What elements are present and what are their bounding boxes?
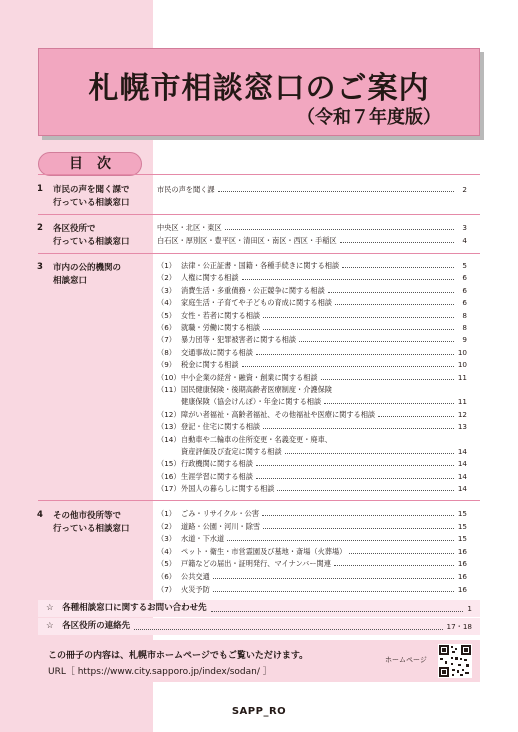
toc-entry-text: 生涯学習に関する相談 [181,471,253,481]
toc-entry-page: 8 [462,323,467,332]
toc-entry-page: 16 [457,546,467,556]
section-divider [38,253,480,254]
toc-entry-text: ペット・衛生・市営霊園及び墓地・斎場（火葬場） [181,546,347,556]
toc-entry[interactable] [157,446,467,458]
toc-entry-text: 暴力団等・犯罪被害者に関する相談 [181,335,297,345]
page-title: 札幌市相談窓口のご案内 [88,71,430,106]
toc-entry-page: 15 [457,509,467,518]
toc-entry-text: ごみ・リサイクル・公害 [181,509,260,518]
toc-entry-text: 障がい者福祉・高齢者福祉、その他福祉や医療に関する相談 [181,409,376,419]
toc-entry-text: 戸籍などの届出・証明発行、マイナンバー関連 [181,559,331,569]
leader-dots [227,533,454,541]
toc-entry-page: 5 [462,261,467,270]
toc-entry[interactable] [157,222,467,234]
toc-entry-page: 12 [457,409,467,419]
toc-entry-page: 14 [457,484,467,494]
toc-entry-text: 火災予防 [181,584,210,594]
section-title: 市内の公的機関の 相談窓口 [53,263,122,286]
toc-entry-page: 14 [457,471,467,481]
toc-entry[interactable] [157,322,467,334]
toc-entry-text: 消費生活・多重債務・公正競争に関する相談 [181,285,325,295]
toc-footer-text: ☆ 各種相談窓口に関するお問い合わせ先 [46,603,207,613]
toc-entry-number: （16） [157,471,181,481]
toc-entry-page: 6 [462,285,467,295]
leader-dots [225,222,454,230]
toc-entry[interactable] [157,533,467,545]
leader-dots [299,334,454,342]
toc-rule [38,174,480,175]
toc-entry-number: （15） [157,459,181,469]
toc-entry[interactable] [157,372,467,384]
toc-entry-text: 人権に関する相談 [181,273,239,283]
toc-entry-page: 6 [462,273,467,283]
toc-entry-number [157,446,181,458]
leader-dots [342,260,454,268]
toc-entry-page: 14 [457,459,467,469]
leader-dots [285,446,454,454]
toc-entry-number: （5） [157,310,176,320]
leader-dots [340,235,454,243]
toc-entry-number: （8） [157,347,176,357]
toc-footer-text: ☆ 各区役所の連絡先 [46,621,131,631]
toc-entry-number: （6） [157,572,176,581]
leader-dots [263,421,454,429]
toc-entry[interactable] [157,558,467,570]
leader-dots [213,584,454,592]
toc-entry-page: 11 [457,372,467,382]
section-number: 4 [37,510,43,520]
website-info-box [38,640,480,682]
section-divider [38,500,480,501]
toc-entry-text: 道路・公園・河川・除雪 [181,521,261,531]
toc-entry[interactable] [157,584,467,596]
title-box [38,48,480,136]
toc-entry[interactable] [157,184,467,196]
toc-entry-page: 3 [462,223,467,232]
toc-entry[interactable] [157,359,467,371]
toc-entry-page: 11 [457,397,467,407]
toc-entry[interactable] [157,546,467,558]
toc-entry-number: （3） [157,534,176,544]
toc-entry-text: 自動車や二輪車の住所変更・名義変更・廃車、 [181,434,332,444]
toc-entry[interactable] [157,384,467,396]
toc-entry-page: 6 [462,298,467,308]
toc-entry-page: 8 [462,310,467,320]
toc-entry[interactable] [157,334,467,346]
toc-footer-page: 1 [467,604,472,613]
toc-entry-number: （7） [157,584,176,594]
toc-entry-text: 行政機関に関する相談 [181,459,253,469]
toc-entry-text: 公共交通 [181,572,210,581]
toc-footer-row[interactable] [38,618,480,635]
toc-entry-text: 中小企業の経営・融資・創業に関する相談 [181,372,318,382]
toc-entry-number [157,396,181,408]
leader-dots [256,458,454,466]
leader-dots [263,521,454,529]
toc-entry[interactable] [157,396,467,408]
toc-entry[interactable] [157,235,467,247]
toc-entry-number: （4） [157,546,176,556]
website-notice: この冊子の内容は、札幌市ホームページでもご覧いただけます。 [48,651,309,661]
toc-entry-page: 15 [457,534,467,544]
toc-entry-number: （14） [157,434,181,444]
leader-dots [328,285,454,293]
toc-footer-row[interactable] [38,600,480,617]
leader-dots [334,558,454,566]
toc-entry-text: 税金に関する相談 [181,360,239,370]
page-subtitle: （令和７年度版） [297,107,441,128]
toc-entry-text: 白石区・厚別区・豊平区・清田区・南区・西区・手稲区 [157,236,337,245]
section-divider [38,214,480,215]
leader-dots [134,618,442,630]
toc-entry-page: 13 [457,422,467,432]
toc-entry-text: 市民の声を聞く課 [157,185,215,194]
toc-entry-page: 9 [462,335,467,345]
toc-entry-number: （6） [157,323,176,332]
toc-entry-number: （3） [157,285,176,295]
leader-dots [256,471,454,479]
toc-entry-number: （1） [157,509,176,518]
leader-dots [256,347,454,355]
sapporo-logo: SAPP_RO [231,706,287,717]
toc-entry-number: （17） [157,484,181,494]
toc-entry-text: 外国人の暮らしに関する相談 [181,484,275,494]
toc-entry-page: 10 [457,347,467,357]
toc-entry-number: （12） [157,409,181,419]
section-number: 3 [37,262,43,272]
toc-entry-number: （2） [157,521,176,531]
toc-entry[interactable] [157,272,467,284]
section-title: 各区役所で 行っている相談窓口 [53,224,130,247]
homepage-label: ホームページ [385,656,427,664]
toc-entry-number: （1） [157,261,176,270]
toc-label: 目次 [38,152,142,176]
section-number: 2 [37,223,43,233]
section-title: 市民の声を聞く課で 行っている相談窓口 [53,185,130,208]
toc-entry-number: （7） [157,335,176,345]
toc-entry-number: （10） [157,372,181,382]
toc-entry[interactable] [157,571,467,583]
toc-entry-text: 女性・若者に関する相談 [181,310,261,320]
toc-entry-page: 4 [462,236,467,245]
toc-entry-text: 就職・労働に関する相談 [181,323,261,332]
toc-entry[interactable] [157,471,467,483]
toc-footer-page: 17・18 [446,622,472,631]
toc-entry-text: 法律・公正証書・国籍・各種手続きに関する相談 [181,261,340,270]
toc-entry-page: 2 [462,185,467,194]
toc-entry[interactable] [157,347,467,359]
toc-entry-text: 交通事故に関する相談 [181,347,253,357]
toc-entry[interactable] [157,458,467,470]
leader-dots [242,359,454,367]
toc-entry[interactable] [157,434,467,446]
toc-entry[interactable] [157,483,467,495]
toc-entry-number: （9） [157,360,176,370]
toc-entry-number: （5） [157,559,176,569]
toc-entry-text: 健康保険（協会けんぽ）・年金に関する相談 [181,397,322,407]
toc-entry-page: 16 [457,559,467,569]
toc-entry[interactable] [157,285,467,297]
section-title: その他市役所等で 行っている相談窓口 [53,511,130,534]
leader-dots [211,600,464,612]
toc-entry-text: 中央区・北区・東区 [157,223,222,232]
toc-entry-number: （11） [157,385,181,394]
toc-entry[interactable] [157,260,467,272]
leader-dots [335,297,454,305]
leader-dots [349,546,454,554]
leader-dots [242,272,454,280]
toc-entry-text: 資産評価及び査定に関する相談 [181,447,282,456]
leader-dots [213,571,454,579]
leader-dots [277,483,454,491]
toc-entry[interactable] [157,521,467,533]
toc-entry[interactable] [157,297,467,309]
toc-entry[interactable] [157,310,467,322]
toc-entry-text: 登記・住宅に関する相談 [181,422,261,432]
leader-dots [378,409,454,417]
toc-entry-text: 家庭生活・子育てや子どもの育成に関する相談 [181,298,332,308]
toc-entry[interactable] [157,421,467,433]
leader-dots [321,372,454,380]
toc-entry-page: 16 [457,584,467,594]
toc-entry-page: 14 [457,447,467,456]
qr-code-icon[interactable] [438,644,472,678]
toc-entry[interactable] [157,508,467,520]
toc-entry-text: 水道・下水道 [181,534,225,544]
toc-entry-page: 10 [457,360,467,370]
leader-dots [262,508,454,516]
toc-entry-number: （2） [157,273,176,283]
leader-dots [263,310,454,318]
leader-dots [263,322,454,330]
toc-entry-page: 15 [457,521,467,531]
leader-dots [218,184,454,192]
leader-dots [324,396,454,404]
toc-entry-number: （4） [157,298,176,308]
toc-entry-number: （13） [157,422,181,432]
toc-entry-page: 16 [457,572,467,581]
toc-entry-text: 国民健康保険・後期高齢者医療制度・介護保険 [181,385,332,394]
section-number: 1 [37,184,43,194]
toc-entry[interactable] [157,409,467,421]
website-url[interactable]: URL［ https://www.city.sapporo.jp/index/sodan/ ］ [48,667,272,677]
